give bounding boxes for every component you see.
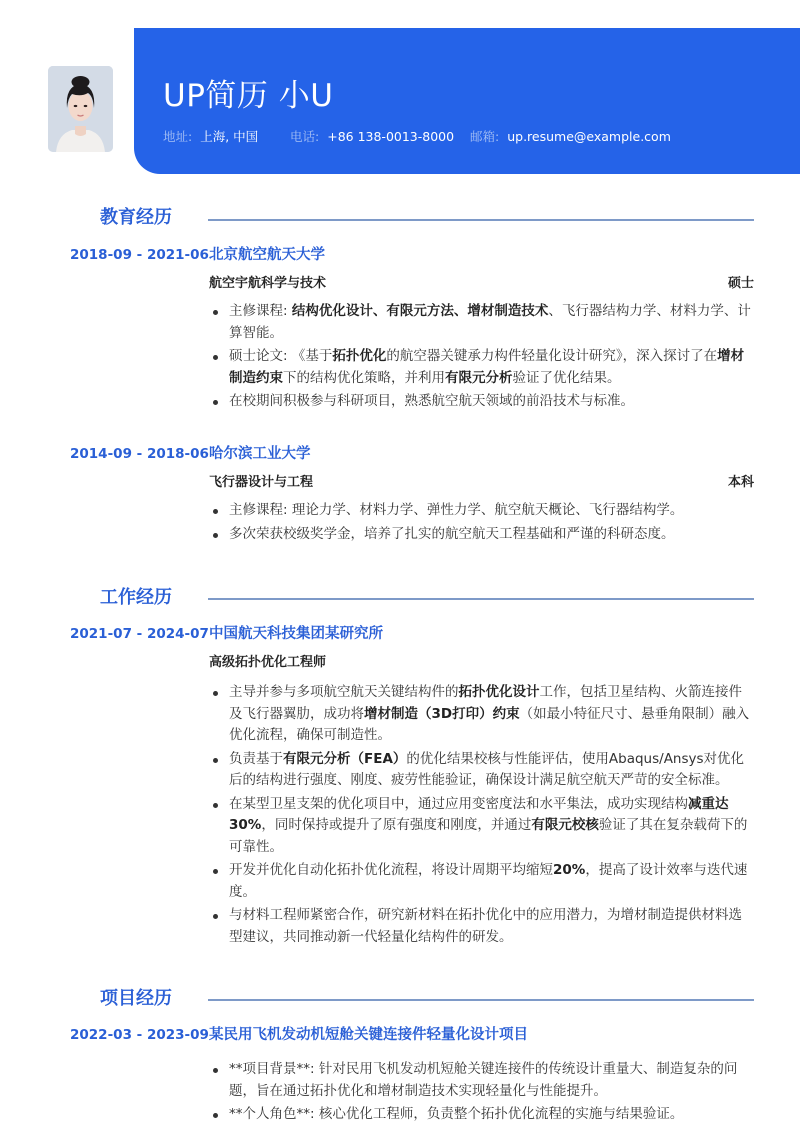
bullet-text: **个人角色**: 核心优化工程师，负责整个拓扑优化流程的实施与结果验证。	[229, 1106, 684, 1122]
bold-keyword: 增材制造（3D打印）约束	[364, 705, 520, 722]
bold-keyword: 有限元分析（FEA）	[283, 750, 407, 767]
education-school-1: 北京航空航天大学	[209, 247, 325, 263]
contact-phone-value[interactable]: +86 138-0013-8000	[327, 129, 455, 144]
bold-keyword: 拓扑优化设计	[458, 684, 540, 700]
work-bullets-1	[209, 682, 754, 950]
bullet-item	[209, 905, 754, 948]
education-bullets-2	[209, 500, 754, 547]
bullet-text: （如最小特征尺寸、悬垂角限制）融入优化流程，确保可制造性。	[229, 705, 750, 743]
bold-keyword: 有限元校核	[531, 817, 599, 833]
profile-photo	[48, 66, 113, 152]
work-date-1: 2021-07 - 2024-07	[70, 626, 209, 642]
education-bullets-1	[209, 301, 754, 415]
bullet-text: 主导并参与多项航空航天关键结构件的	[229, 684, 459, 700]
bold-keyword: 增材制造约束	[229, 348, 745, 386]
bullet-text: 的航空器关键承力构件轻量化设计研究》，深入探讨了在	[386, 348, 718, 364]
bold-keyword: 减重达30%	[229, 795, 729, 833]
bullet-text: 与材料工程师紧密合作，研究新材料在拓扑优化中的应用潜力，为增材制造提供材料选型建议，共同推动新一代轻量化结构件的研发。	[229, 907, 742, 945]
contact-email-value[interactable]: up.resume@example.com	[507, 129, 671, 144]
bullet-text: 主修课程:	[229, 303, 292, 319]
bullet-item	[209, 391, 754, 413]
project-bullets-1	[209, 1059, 754, 1128]
contact-email-label: 邮箱:	[470, 129, 500, 144]
bullet-text: ，同时保持或提升了原有强度和刚度，并通过	[261, 817, 532, 833]
bullet-item	[209, 749, 754, 792]
bullet-item	[209, 682, 754, 747]
bullet-text: 开发并优化自动化拓扑优化流程，将设计周期平均缩短	[229, 862, 553, 878]
bullet-text: 验证了优化结果。	[512, 369, 621, 386]
education-degree-1: 硕士	[727, 276, 754, 291]
bold-keyword: 有限元分析	[445, 369, 513, 386]
bold-keyword: 20%	[553, 862, 586, 878]
bullet-item	[209, 500, 754, 522]
bullet-text: 主修课程: 理论力学、材料力学、弹性力学、航空航天概论、飞行器结构学。	[229, 502, 684, 518]
bullet-text: 的优化结果校核与性能评估，使用Abaqus/Ansys对优化后的结构进行强度、刚度、疲劳性能验证，确保设计满足航空航天严苛的安全标准。	[229, 750, 745, 788]
education-date-1: 2018-09 - 2021-06	[70, 247, 209, 263]
avatar-portrait-icon	[48, 66, 113, 152]
bullet-item	[209, 301, 754, 344]
bullet-text: 、飞行器结构力学、材料力学、计算智能。	[229, 303, 751, 341]
contact-phone-label: 电话:	[290, 129, 320, 144]
bullet-text: **项目背景**: 针对民用飞机发动机短舱关键连接件的传统设计重量大、制造复杂的问题，旨在通过拓扑优化和增材制造技术实现轻量化与性能提升。	[229, 1061, 738, 1099]
section-divider	[208, 999, 754, 1001]
education-school-2: 哈尔滨工业大学	[209, 446, 311, 462]
education-major-2: 飞行器设计与工程	[209, 475, 314, 490]
bullet-text: 在某型卫星支架的优化项目中，通过应用变密度法和水平集法，成功实现结构	[229, 795, 688, 812]
bullet-text: 验证了其在复杂载荷下的可靠性。	[229, 817, 748, 855]
work-position-1: 高级拓扑优化工程师	[209, 655, 327, 670]
bullet-text: 工作，包括卫星结构、火箭连接件及飞行器翼肋，成功将	[229, 684, 742, 722]
section-title-education: 教育经历	[100, 207, 172, 228]
project-date-1: 2022-03 - 2023-09	[70, 1027, 209, 1043]
bold-keyword: 结构优化设计、有限元方法、增材制造技术	[291, 303, 549, 319]
bullet-item	[209, 1104, 754, 1126]
bullet-text: 负责基于	[229, 750, 283, 767]
project-name-1: 某民用飞机发动机短舱关键连接件轻量化设计项目	[209, 1027, 528, 1043]
bold-keyword: 拓扑优化	[332, 348, 387, 364]
section-title-work: 工作经历	[100, 587, 172, 608]
bullet-item	[209, 860, 754, 903]
bullet-item	[209, 794, 754, 859]
bullet-text: 多次荣获校级奖学金，培养了扎实的航空航天工程基础和严谨的科研态度。	[229, 525, 675, 542]
contact-email	[470, 129, 671, 145]
education-date-2: 2014-09 - 2018-06	[70, 446, 209, 462]
candidate-name: UP简历 小U	[163, 78, 334, 114]
education-degree-2: 本科	[727, 475, 754, 490]
contact-phone	[290, 129, 454, 145]
bullet-text: 下的结构优化策略，并利用	[283, 369, 445, 386]
section-title-projects: 项目经历	[100, 988, 172, 1009]
section-divider	[208, 219, 754, 221]
section-divider	[208, 598, 754, 600]
contact-address	[163, 129, 258, 145]
contact-address-value: 上海, 中国	[200, 129, 259, 144]
contact-address-label: 地址:	[163, 129, 193, 144]
bullet-text: 硕士论文: 《基于	[229, 348, 333, 364]
bullet-item	[209, 1059, 754, 1102]
education-major-1: 航空宇航科学与技术	[209, 276, 327, 291]
bullet-text: ，提高了设计效率与迭代速度。	[229, 862, 748, 900]
bullet-item	[209, 524, 754, 546]
bullet-item	[209, 346, 754, 389]
bullet-text: 在校期间积极参与科研项目，熟悉航空航天领域的前沿技术与标准。	[229, 393, 634, 409]
work-company-1: 中国航天科技集团某研究所	[209, 626, 383, 642]
